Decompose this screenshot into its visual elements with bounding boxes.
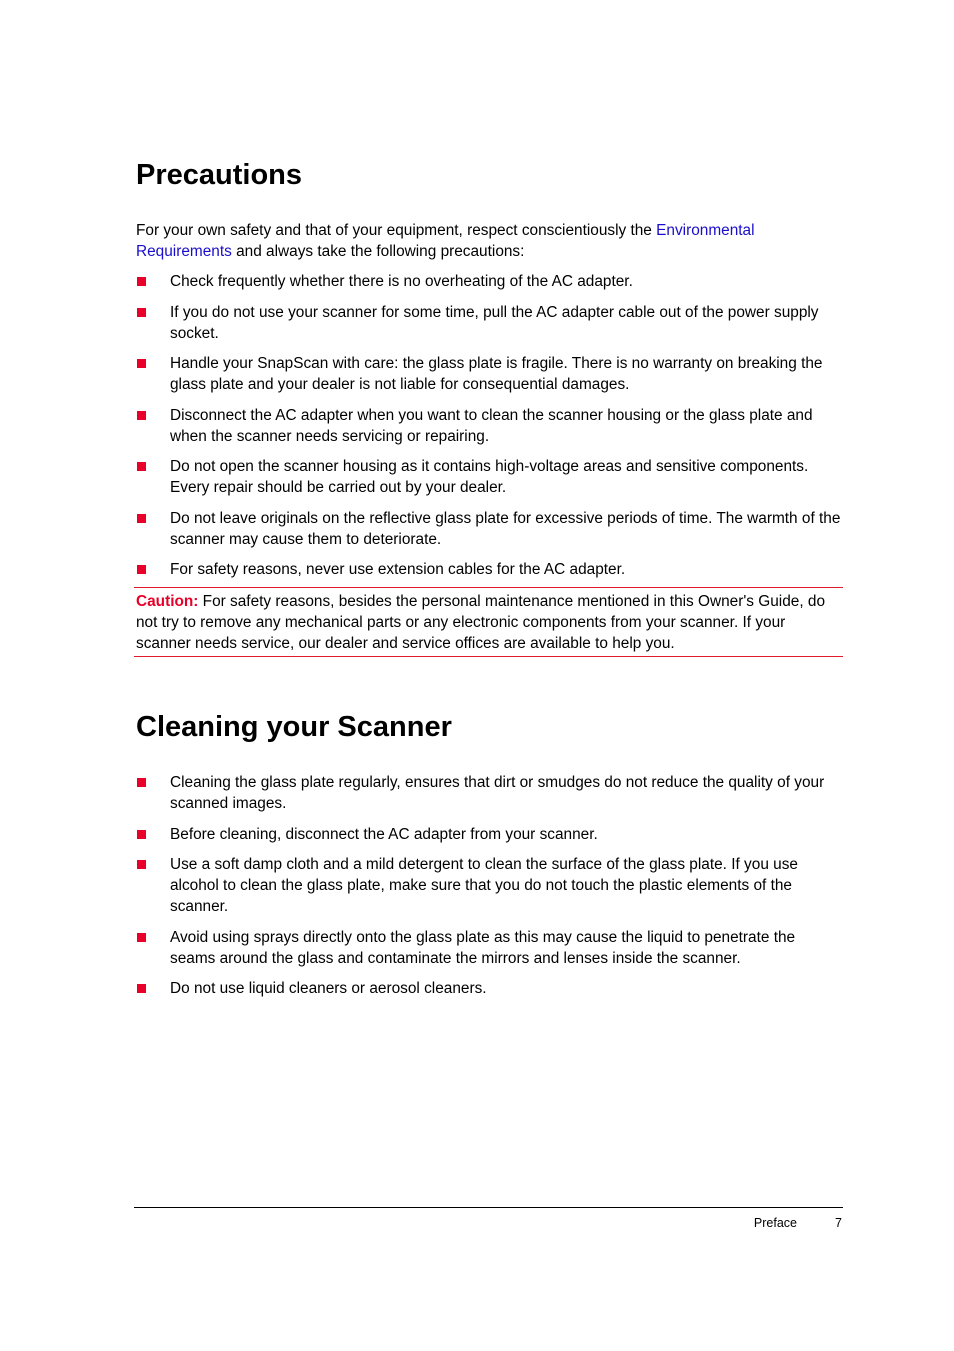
- list-item: [136, 271, 843, 292]
- list-item-text: Check frequently whether there is no overheating of the AC adapter.: [170, 273, 633, 290]
- environmental-requirements-link[interactable]: Environmental Requirements: [136, 222, 755, 260]
- list-item: [136, 927, 843, 969]
- footer-divider: [134, 1207, 843, 1208]
- square-bullet-icon: [137, 308, 146, 317]
- list-item: [136, 559, 843, 580]
- intro-text-before: For your own safety and that of your equipment, respect conscientiously the: [136, 222, 657, 239]
- list-item-text: Do not open the scanner housing as it contains high-voltage areas and sensitive components. Every repair should be carried out by your dealer.: [170, 458, 809, 496]
- square-bullet-icon: [137, 984, 146, 993]
- list-item-text: Before cleaning, disconnect the AC adapter from your scanner.: [170, 825, 598, 843]
- list-item: [136, 456, 843, 498]
- square-bullet-icon: [137, 514, 146, 523]
- list-item: [136, 824, 843, 845]
- list-item-text: If you do not use your scanner for some time, pull the AC adapter cable out of the power supply socket.: [170, 303, 819, 342]
- square-bullet-icon: [137, 830, 146, 839]
- footer-page-number: 7: [835, 1216, 842, 1230]
- list-item-text: Use a soft damp cloth and a mild detergent to clean the surface of the glass plate. If you use alcohol to clean the glass plate, make sure that you do not touch the plastic elements of the scanner.: [170, 856, 798, 915]
- square-bullet-icon: [137, 277, 146, 286]
- list-item: [136, 854, 843, 917]
- list-item-text: For safety reasons, never use extension cables for the AC adapter.: [170, 561, 626, 578]
- square-bullet-icon: [137, 359, 146, 368]
- list-item-text: Handle your SnapScan with care: the glass plate is fragile. There is no warranty on breaking the glass plate and your dealer is not liable for consequential damages.: [170, 355, 823, 393]
- list-item-text: Avoid using sprays directly onto the glass plate as this may cause the liquid to penetrate the seams around the glass and contaminate the mirrors and lenses inside the scanner.: [170, 928, 796, 967]
- list-item: [136, 405, 843, 447]
- square-bullet-icon: [137, 933, 146, 942]
- list-item-text: Cleaning the glass plate regularly, ensures that dirt or smudges do not reduce the quality of your scanned images.: [170, 774, 825, 812]
- square-bullet-icon: [137, 411, 146, 420]
- list-item-text: Disconnect the AC adapter when you want to clean the scanner housing or the glass plate and when the scanner needs servicing or repairing.: [170, 406, 813, 445]
- list-item: [136, 302, 843, 344]
- square-bullet-icon: [137, 462, 146, 471]
- cleaning-list: [136, 772, 843, 1009]
- precautions-list: [136, 271, 843, 590]
- square-bullet-icon: [137, 860, 146, 869]
- square-bullet-icon: [137, 565, 146, 574]
- cleaning-heading: Cleaning your Scanner: [136, 711, 452, 743]
- precautions-heading: Precautions: [136, 159, 302, 191]
- caution-text: For safety reasons, besides the personal maintenance mentioned in this Owner's Guide, do not try to remove any mechanical parts or any electronic components from your scanner. If your scanner needs service, our dealer and service offices are available to help you.: [136, 593, 826, 652]
- list-item: [136, 772, 843, 814]
- footer-section-label: Preface: [753, 1216, 797, 1230]
- caution-note: [134, 587, 843, 657]
- list-item: [136, 508, 843, 550]
- list-item-text: Do not use liquid cleaners or aerosol cleaners.: [170, 980, 487, 997]
- list-item: [136, 978, 843, 999]
- list-item: [136, 353, 843, 395]
- list-item-text: Do not leave originals on the reflective glass plate for excessive periods of time. The warmth of the scanner may cause them to deteriorate.: [170, 509, 841, 548]
- square-bullet-icon: [137, 778, 146, 787]
- precautions-intro: [136, 220, 836, 262]
- intro-text-after: and always take the following precautions:: [231, 243, 525, 260]
- caution-label: Caution:: [136, 593, 199, 610]
